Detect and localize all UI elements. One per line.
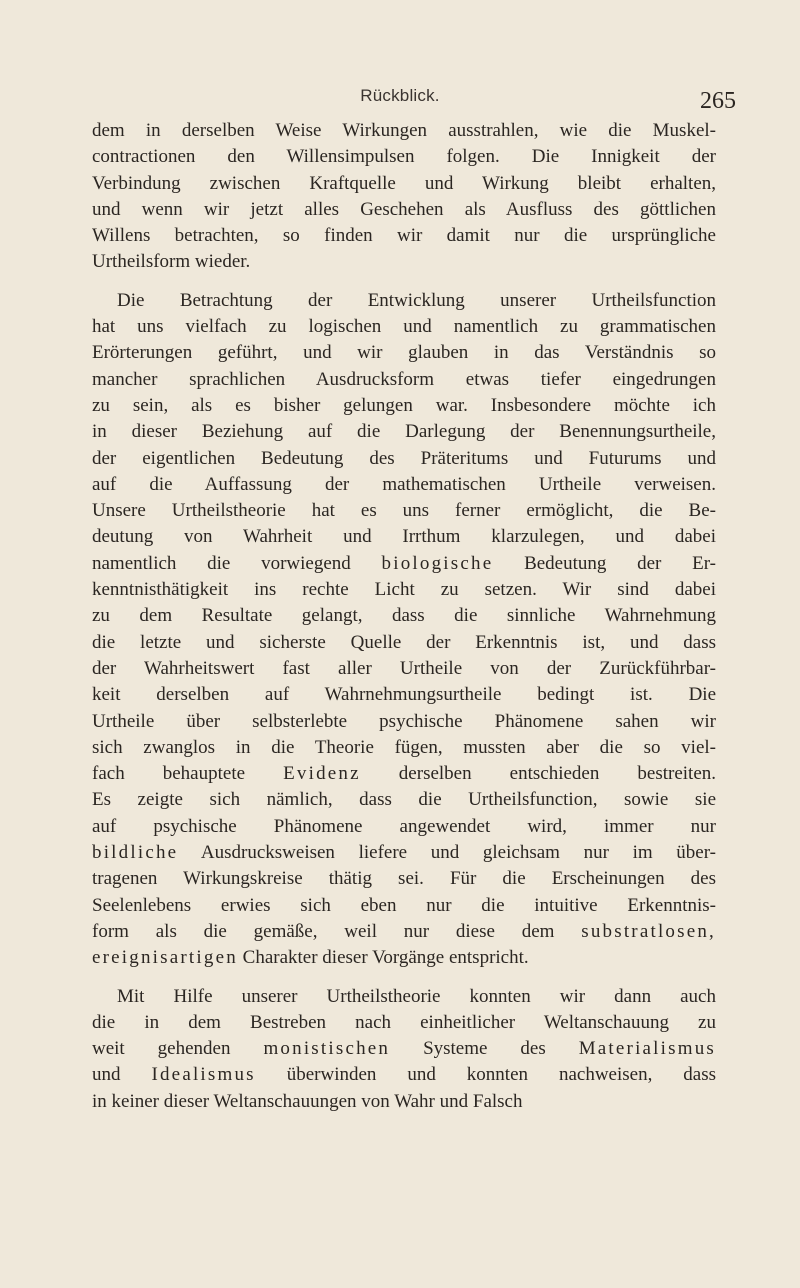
text-line [92, 446, 716, 472]
text-run: deutung von Wahrheit und Irrthum klarzulegen, und dabei [92, 526, 716, 548]
spaced-emphasis: substratlosen, [581, 920, 716, 942]
text-run: Mit Hilfe unserer Urtheilstheorie konnten wir dann auch [117, 985, 716, 1007]
text-line [92, 144, 716, 170]
text-run: zu sein, als es bisher gelungen war. Insbesondere möchte ich [92, 394, 716, 416]
spaced-emphasis: Idealismus [151, 1064, 256, 1086]
text-line [92, 524, 716, 550]
text-run: weit gehenden [92, 1038, 264, 1060]
spaced-emphasis: ereignisartigen [92, 947, 238, 969]
text-run: zu dem Resultate gelangt, dass die sinnliche Wahrnehmung [92, 605, 716, 627]
text-run: Seelenlebens erwies sich eben nur die intuitive Erkenntnis- [92, 894, 716, 916]
text-run: hat uns vielfach zu logischen und namentlich zu grammatischen [92, 316, 716, 338]
text-line [92, 656, 716, 682]
text-run: contractionen den Willensimpulsen folgen. Die Innigkeit der [92, 146, 716, 168]
text-line [92, 1036, 716, 1062]
text-line [92, 118, 716, 144]
spaced-emphasis: biologische [381, 552, 494, 574]
text-line [92, 1089, 716, 1115]
text-line [92, 682, 716, 708]
text-run: die letzte und sicherste Quelle der Erkenntnis ist, und dass [92, 631, 716, 653]
text-run: form als die gemäße, weil nur diese dem [92, 920, 582, 942]
text-line [92, 840, 716, 866]
text-run: keit derselben auf Wahrnehmungsurtheile bedingt ist. Die [92, 684, 716, 706]
text-line [92, 984, 716, 1010]
text-run: mancher sprachlichen Ausdrucksform etwas tiefer eingedrungen [92, 368, 716, 390]
text-line [92, 709, 716, 735]
spaced-emphasis: bildliche [92, 842, 179, 864]
text-run: der eigentlichen Bedeutung des Präteritums und Futurums und [92, 447, 716, 469]
running-head [0, 86, 800, 112]
text-line [92, 419, 716, 445]
paragraph [92, 984, 716, 1115]
text-line [92, 171, 716, 197]
text-run: namentlich die vorwiegend [92, 552, 382, 574]
text-run: dem in derselben Weise Wirkungen ausstrahlen, wie die Muskel- [92, 120, 716, 141]
text-run: Systeme des [390, 1038, 579, 1060]
text-line [92, 630, 716, 656]
paragraph [92, 118, 716, 276]
text-run: Es zeigte sich nämlich, dass die Urtheilsfunction, sowie sie [92, 789, 716, 811]
text-line [92, 577, 716, 603]
text-line [92, 288, 716, 314]
text-run: Charakter dieser Vorgänge entspricht. [237, 947, 529, 969]
text-run: Die Betrachtung der Entwicklung unserer Urtheilsfunction [117, 289, 716, 311]
text-line [92, 787, 716, 813]
text-run: derselben entschieden bestreiten. [360, 763, 716, 785]
spaced-emphasis: Materialismus [578, 1038, 717, 1060]
text-line [92, 472, 716, 498]
text-run: die in dem Bestreben nach einheitlicher Weltanschauung zu [92, 1011, 716, 1033]
text-run: auf psychische Phänomene angewendet wird, immer nur [92, 815, 716, 837]
paragraph [92, 288, 716, 972]
text-run: fach behauptete [92, 763, 284, 785]
text-line [92, 919, 716, 945]
text-line [92, 197, 716, 223]
spaced-emphasis: Evidenz [283, 763, 361, 785]
paragraph-gap [92, 276, 716, 288]
text-line [92, 603, 716, 629]
text-run: in dieser Beziehung auf die Darlegung der Benennungsurtheile, [92, 421, 716, 443]
text-line [92, 1010, 716, 1036]
text-run: Ausdrucksweisen liefere und gleichsam nur im über- [178, 842, 716, 864]
body-text [92, 118, 716, 1115]
text-run: Verbindung zwischen Kraftquelle und Wirkung bleibt erhalten, [92, 172, 716, 194]
text-line [92, 893, 716, 919]
text-run: Unsere Urtheilstheorie hat es uns ferner ermöglicht, die Be- [92, 500, 716, 522]
text-run: Urtheilsform wieder. [92, 251, 251, 273]
text-run: sich zwanglos in die Theorie fügen, mussten aber die so viel- [92, 736, 716, 758]
text-line [92, 498, 716, 524]
text-line [92, 551, 716, 577]
text-run: Bedeutung der Er- [493, 552, 716, 574]
text-line [92, 866, 716, 892]
paragraph-gap [92, 972, 716, 984]
text-line [92, 761, 716, 787]
text-line [92, 314, 716, 340]
text-line [92, 340, 716, 366]
text-line [92, 1062, 716, 1088]
running-title: Rückblick. [360, 86, 440, 105]
text-line [92, 223, 716, 249]
text-line [92, 814, 716, 840]
text-run: kenntnisthätigkeit ins rechte Licht zu setzen. Wir sind dabei [92, 579, 716, 601]
text-run: tragenen Wirkungskreise thätig sei. Für die Erscheinungen des [92, 868, 716, 890]
text-run: der Wahrheitswert fast aller Urtheile von der Zurückführbar- [92, 657, 716, 679]
text-line [92, 945, 716, 971]
text-line [92, 393, 716, 419]
text-run: und wenn wir jetzt alles Geschehen als Ausfluss des göttlichen [92, 198, 716, 220]
spaced-emphasis: monistischen [263, 1038, 391, 1060]
text-line [92, 367, 716, 393]
text-run: überwinden und konnten nachweisen, dass [255, 1064, 716, 1086]
text-line [92, 735, 716, 761]
text-run: Willens betrachten, so finden wir damit nur die ursprüngliche [92, 225, 716, 247]
text-line [92, 249, 716, 275]
text-run: und [92, 1064, 152, 1086]
text-run: in keiner dieser Weltanschauungen von Wahr und Falsch [92, 1090, 523, 1112]
text-run: Erörterungen geführt, und wir glauben in das Verständnis so [92, 342, 716, 364]
page-number: 265 [700, 88, 736, 114]
text-run: auf die Auffassung der mathematischen Urtheile verweisen. [92, 473, 716, 495]
text-run: Urtheile über selbsterlebte psychische Phänomene sahen wir [92, 710, 716, 732]
